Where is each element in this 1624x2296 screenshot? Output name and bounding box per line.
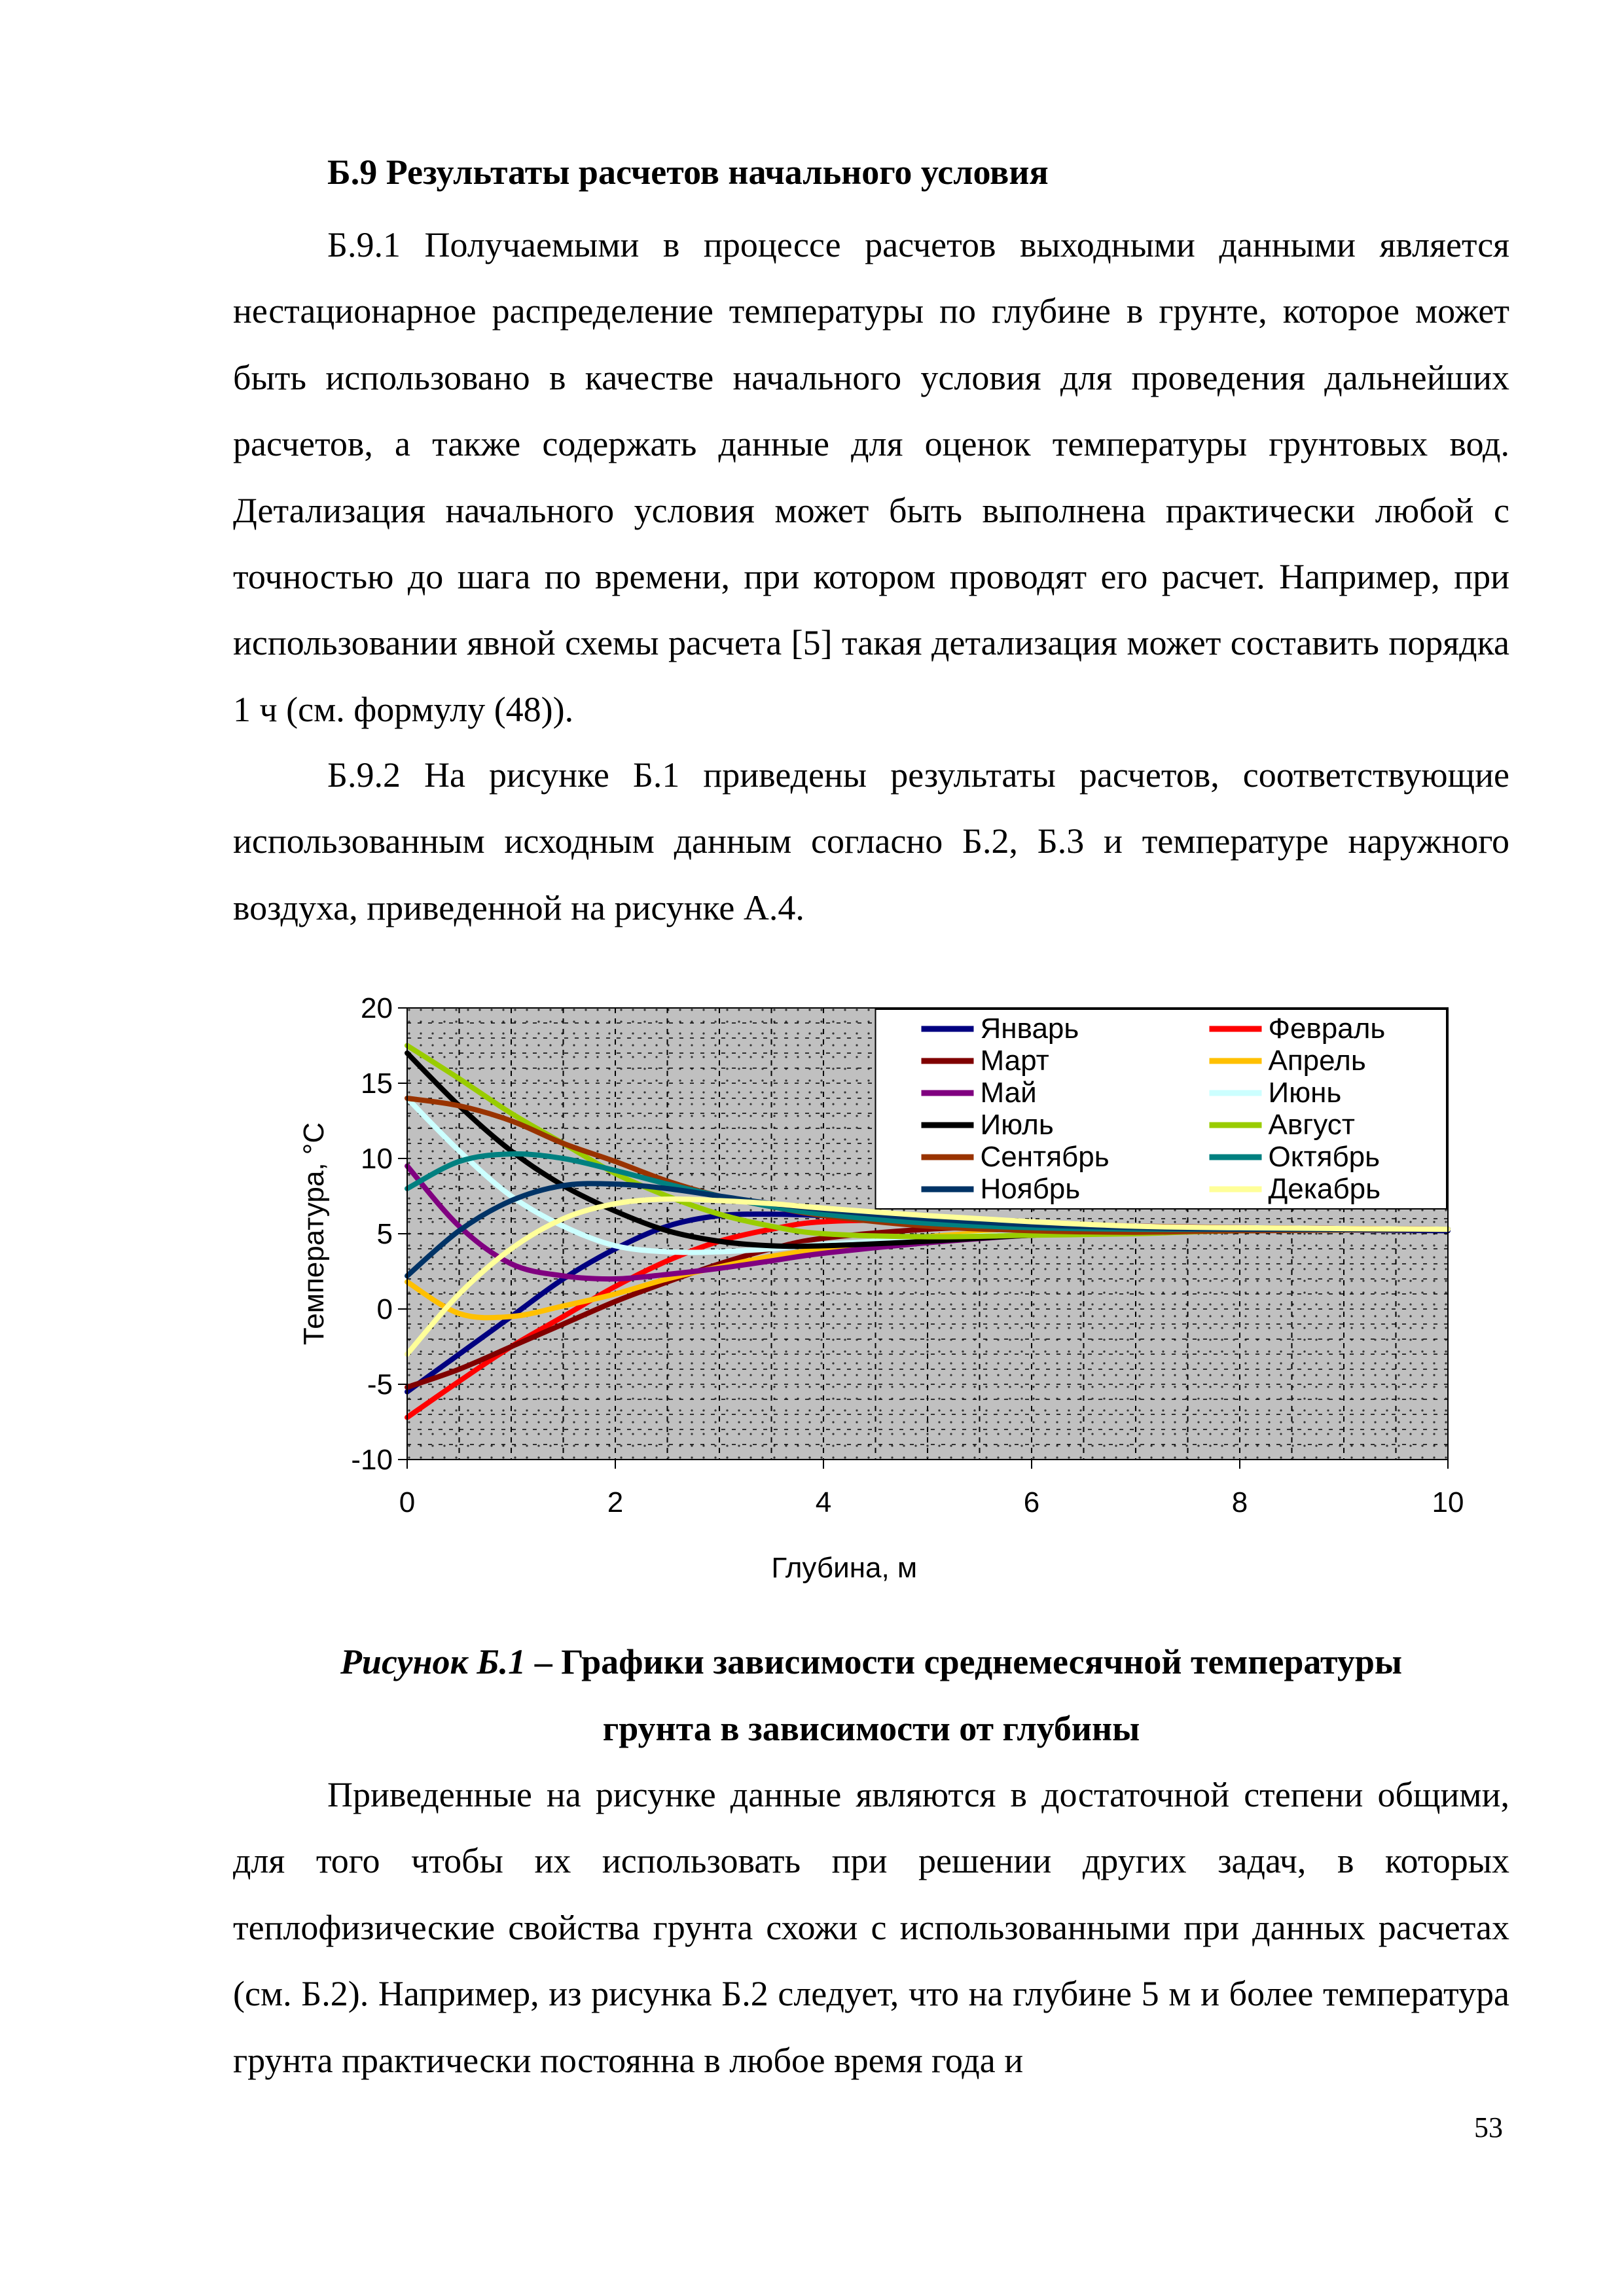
legend-label: Январь <box>980 1013 1079 1045</box>
legend-label: Апрель <box>1268 1045 1366 1077</box>
x-tick-label: 0 <box>399 1486 416 1518</box>
x-axis-label: Глубина, м <box>771 1552 918 1584</box>
legend-label: Март <box>980 1045 1049 1077</box>
y-tick-label: 15 <box>361 1067 393 1100</box>
legend-label: Август <box>1268 1109 1355 1141</box>
legend-label: Октябрь <box>1268 1141 1380 1173</box>
section-heading: Б.9 Результаты расчетов начального условия <box>327 152 1049 192</box>
y-axis-label: Температура, °С <box>298 1122 330 1346</box>
legend-label: Май <box>980 1077 1037 1109</box>
caption-dash: – <box>526 1642 562 1681</box>
paragraph-text: Б.9.2 На рисунке Б.1 приведены результаты расчетов, соответствующие использованным исходным данным согласно Б.2, Б.3 и температуре наружного воздуха, приведенной на рисунке А.4. <box>233 755 1509 927</box>
x-tick-label: 4 <box>815 1486 832 1518</box>
paragraph <box>233 742 1509 941</box>
x-tick-label: 10 <box>1432 1486 1464 1518</box>
paragraph-text: Приведенные на рисунке данные являются в достаточной степени общими, для того чтобы их использовать при решении других задач, в которых теплофизические свойства грунта схожи с использованными при данных расчетах (см. Б.2). Например, из рисунка Б.2 следует, что на глубине 5 м и более температура грунта практически постоянна в любое время года и <box>233 1775 1509 2080</box>
y-tick-label: -5 <box>367 1369 393 1401</box>
legend-label: Декабрь <box>1268 1173 1381 1205</box>
page-number: 53 <box>1474 2111 1503 2144</box>
caption-line-1: Графики зависимости среднемесячной температуры <box>561 1642 1403 1681</box>
paragraph <box>233 212 1509 743</box>
temperature-depth-chart <box>262 969 1466 1590</box>
paragraph <box>233 1762 1509 2094</box>
x-tick-label: 8 <box>1231 1486 1248 1518</box>
paragraph-text: Б.9.1 Получаемыми в процессе расчетов выходными данными является нестационарное распределение температуры по глубине в грунте, которое может быть использовано в качестве начального условия для проведения дальнейших расчетов, а также содержать данные для оценок температуры грунтовых вод. Детализация начального условия может быть выполнена практически любой с точностью до шага по времени, при котором проводят его расчет. Например, при использовании явной схемы расчета [5] такая детализация может составить порядка 1 ч (см. формулу (48)). <box>233 225 1509 729</box>
y-tick-label: 20 <box>361 992 393 1024</box>
legend-label: Июль <box>980 1109 1054 1141</box>
y-tick-label: 0 <box>376 1293 393 1325</box>
figure-caption-continued <box>233 1695 1509 1762</box>
y-tick-label: 5 <box>376 1218 393 1250</box>
legend-label: Июнь <box>1268 1077 1342 1109</box>
y-tick-label: 10 <box>361 1143 393 1175</box>
legend-label: Февраль <box>1268 1013 1386 1045</box>
figure-label: Рисунок Б.1 <box>340 1642 526 1681</box>
x-tick-label: 6 <box>1023 1486 1040 1518</box>
figure-caption <box>233 1628 1509 1695</box>
legend-label: Ноябрь <box>980 1173 1081 1205</box>
caption-line-2: грунта в зависимости от глубины <box>602 1709 1140 1748</box>
y-tick-label: -10 <box>351 1444 393 1476</box>
legend-label: Сентябрь <box>980 1141 1110 1173</box>
x-tick-label: 2 <box>607 1486 624 1518</box>
